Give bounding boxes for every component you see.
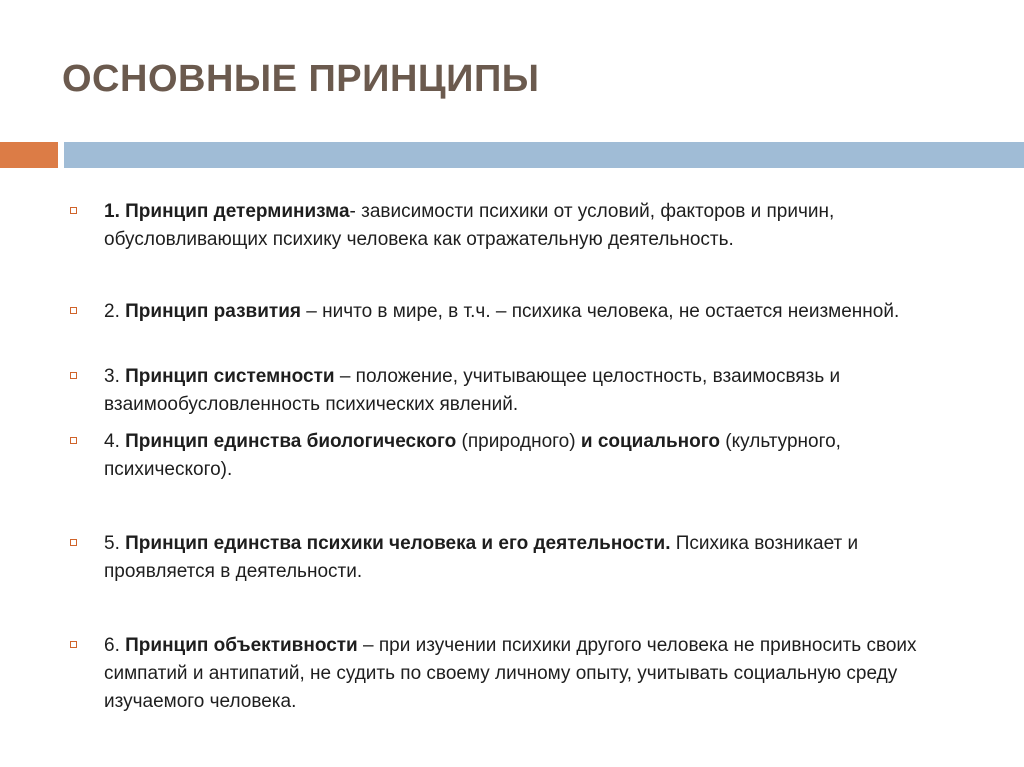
- principle-name-2: и социального: [580, 431, 721, 452]
- principle-description: (культурного, психического).: [104, 431, 841, 480]
- principle-name: Принцип детерминизма: [125, 201, 350, 222]
- slide-title: ОСНОВНЫЕ ПРИНЦИПЫ: [62, 58, 540, 100]
- principle-name: Принцип единства психики человека и его деятельности.: [125, 533, 671, 554]
- item-number: 2.: [104, 301, 120, 322]
- list-item: [70, 530, 950, 586]
- square-bullet-icon: [70, 307, 77, 314]
- square-bullet-icon: [70, 437, 77, 444]
- item-number: 6.: [104, 635, 120, 656]
- list-item-text: [104, 530, 950, 586]
- list-item-text: [104, 198, 950, 254]
- item-number: 4.: [104, 431, 120, 452]
- principle-name: Принцип развития: [125, 301, 301, 322]
- principle-description: – при изучении психики другого человека не привносить своих симпатий и антипатий, не судить по своему личному опыту, учитывать социальную среду изучаемого человека.: [104, 635, 917, 712]
- square-bullet-icon: [70, 207, 77, 214]
- item-number: 5.: [104, 533, 120, 554]
- principle-name: Принцип системности: [125, 366, 335, 387]
- list-item-text: [104, 363, 950, 419]
- list-item-text: [104, 632, 950, 716]
- principle-description: Психика возникает и проявляется в деятельности.: [104, 533, 859, 582]
- list-item-text: [104, 298, 950, 326]
- title-underline-bar: [64, 142, 1024, 168]
- principle-description: - зависимости психики от условий, факторов и причин, обусловливающих психику человека как отражательную деятельность.: [104, 201, 835, 250]
- principle-name: Принцип единства биологического: [125, 431, 457, 452]
- list-item: [70, 632, 950, 716]
- principle-middle: (природного): [456, 431, 581, 452]
- list-item: [70, 428, 950, 484]
- list-item-text: [104, 428, 950, 484]
- list-item: [70, 363, 950, 419]
- square-bullet-icon: [70, 641, 77, 648]
- accent-bar: [0, 142, 58, 168]
- principle-description: – положение, учитывающее целостность, взаимосвязь и взаимообусловленность психических явлений.: [104, 366, 841, 415]
- list-item: [70, 198, 950, 254]
- item-number: 3.: [104, 366, 120, 387]
- item-number: 1.: [104, 201, 120, 222]
- square-bullet-icon: [70, 372, 77, 379]
- square-bullet-icon: [70, 539, 77, 546]
- principle-name: Принцип объективности: [125, 635, 358, 656]
- list-item: [70, 298, 950, 326]
- principle-description: – ничто в мире, в т.ч. – психика человека, не остается неизменной.: [300, 301, 900, 322]
